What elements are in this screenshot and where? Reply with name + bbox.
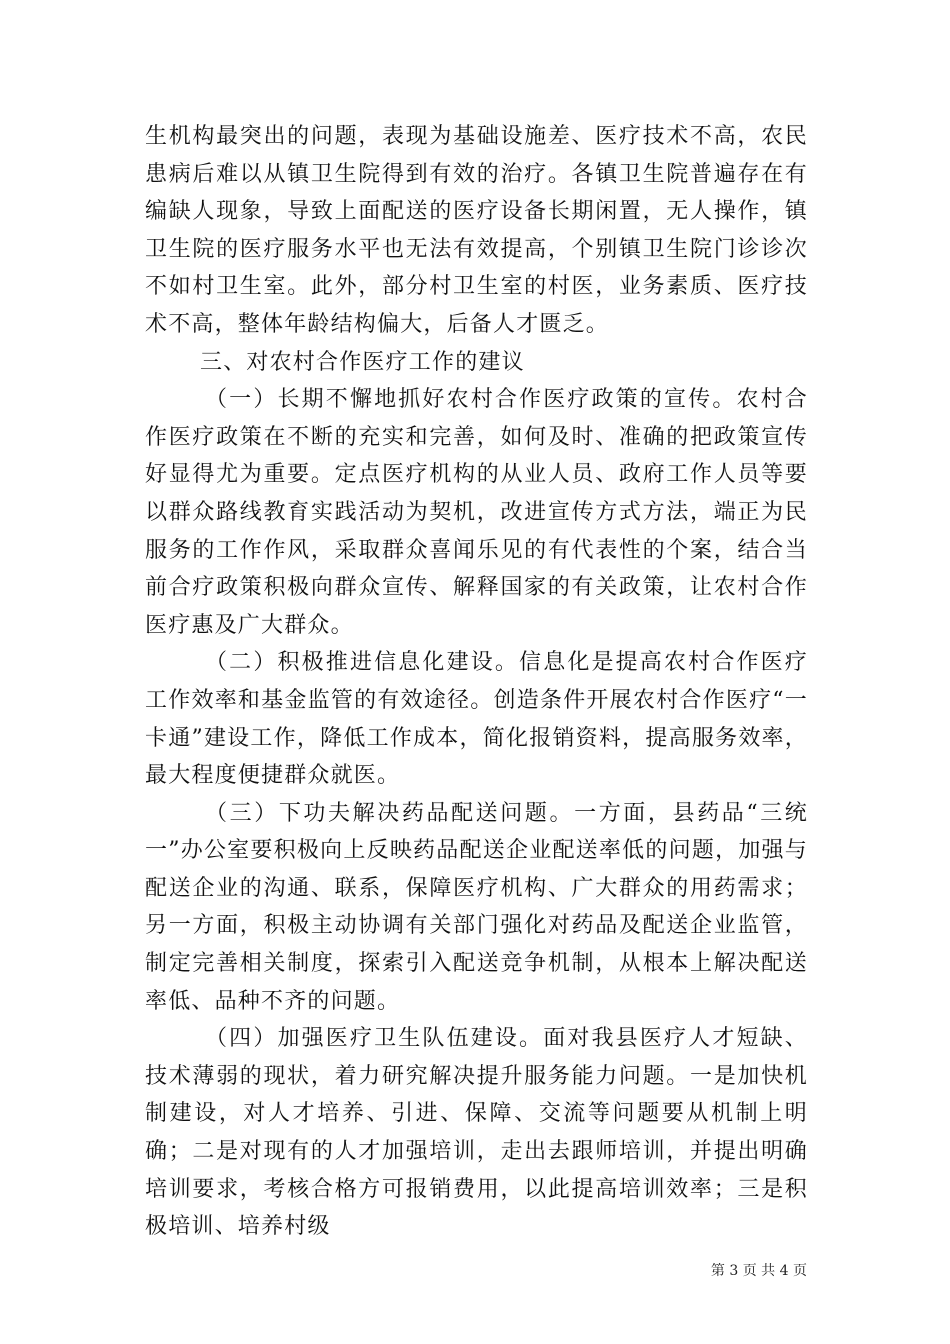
- paragraph-suggestion-3: （三）下功夫解决药品配送问题。一方面，县药品“三统一”办公室要积极向上反映药品配送企业配送率低的问题，加强与配送企业的沟通、联系，保障医疗机构、广大群众的用药需求；另一方面，积极主动协调有关部门强化对药品及配送企业监管，制定完善相关制度，探索引入配送竞争机制，从根本上解决配送率低、品种不齐的问题。: [145, 800, 808, 1014]
- paragraph-suggestion-4: （四）加强医疗卫生队伍建设。面对我县医疗人才短缺、技术薄弱的现状，着力研究解决提升服务能力问题。一是加快机制建设，对人才培养、引进、保障、交流等问题要从机制上明确；二是对现有的人才加强培训，走出去跟师培训，并提出明确培训要求，考核合格方可报销费用，以此提高培训效率；三是积极培训、培养村级: [145, 1026, 808, 1240]
- page-number-footer: 第 3 页 共 4 页: [710, 1263, 807, 1279]
- section-heading: 三、对农村合作医疗工作的建议: [200, 349, 525, 375]
- paragraph-suggestion-2: （二）积极推进信息化建设。信息化是提高农村合作医疗工作效率和基金监管的有效途径。创造条件开展农村合作医疗“一卡通”建设工作，降低工作成本，简化报销资料，提高服务效率，最大程度便捷群众就医。: [145, 650, 808, 789]
- document-body: [145, 118, 808, 1246]
- paragraph-continuation: 生机构最突出的问题，表现为基础设施差、医疗技术不高，农民患病后难以从镇卫生院得到有效的治疗。各镇卫生院普遍存在有编缺人现象，导致上面配送的医疗设备长期闲置，无人操作，镇卫生院的医疗服务水平也无法有效提高，个别镇卫生院门诊诊次不如村卫生室。此外，部分村卫生室的村医，业务素质、医疗技术不高，整体年龄结构偏大，后备人才匮乏。: [145, 124, 808, 337]
- paragraph-suggestion-1: （一）长期不懈地抓好农村合作医疗政策的宣传。农村合作医疗政策在不断的充实和完善，如何及时、准确的把政策宣传好显得尤为重要。定点医疗机构的从业人员、政府工作人员等要以群众路线教育实践活动为契机，改进宣传方式方法，端正为民服务的工作作风，采取群众喜闻乐见的有代表性的个案，结合当前合疗政策积极向群众宣传、解释国家的有关政策，让农村合作医疗惠及广大群众。: [145, 387, 808, 638]
